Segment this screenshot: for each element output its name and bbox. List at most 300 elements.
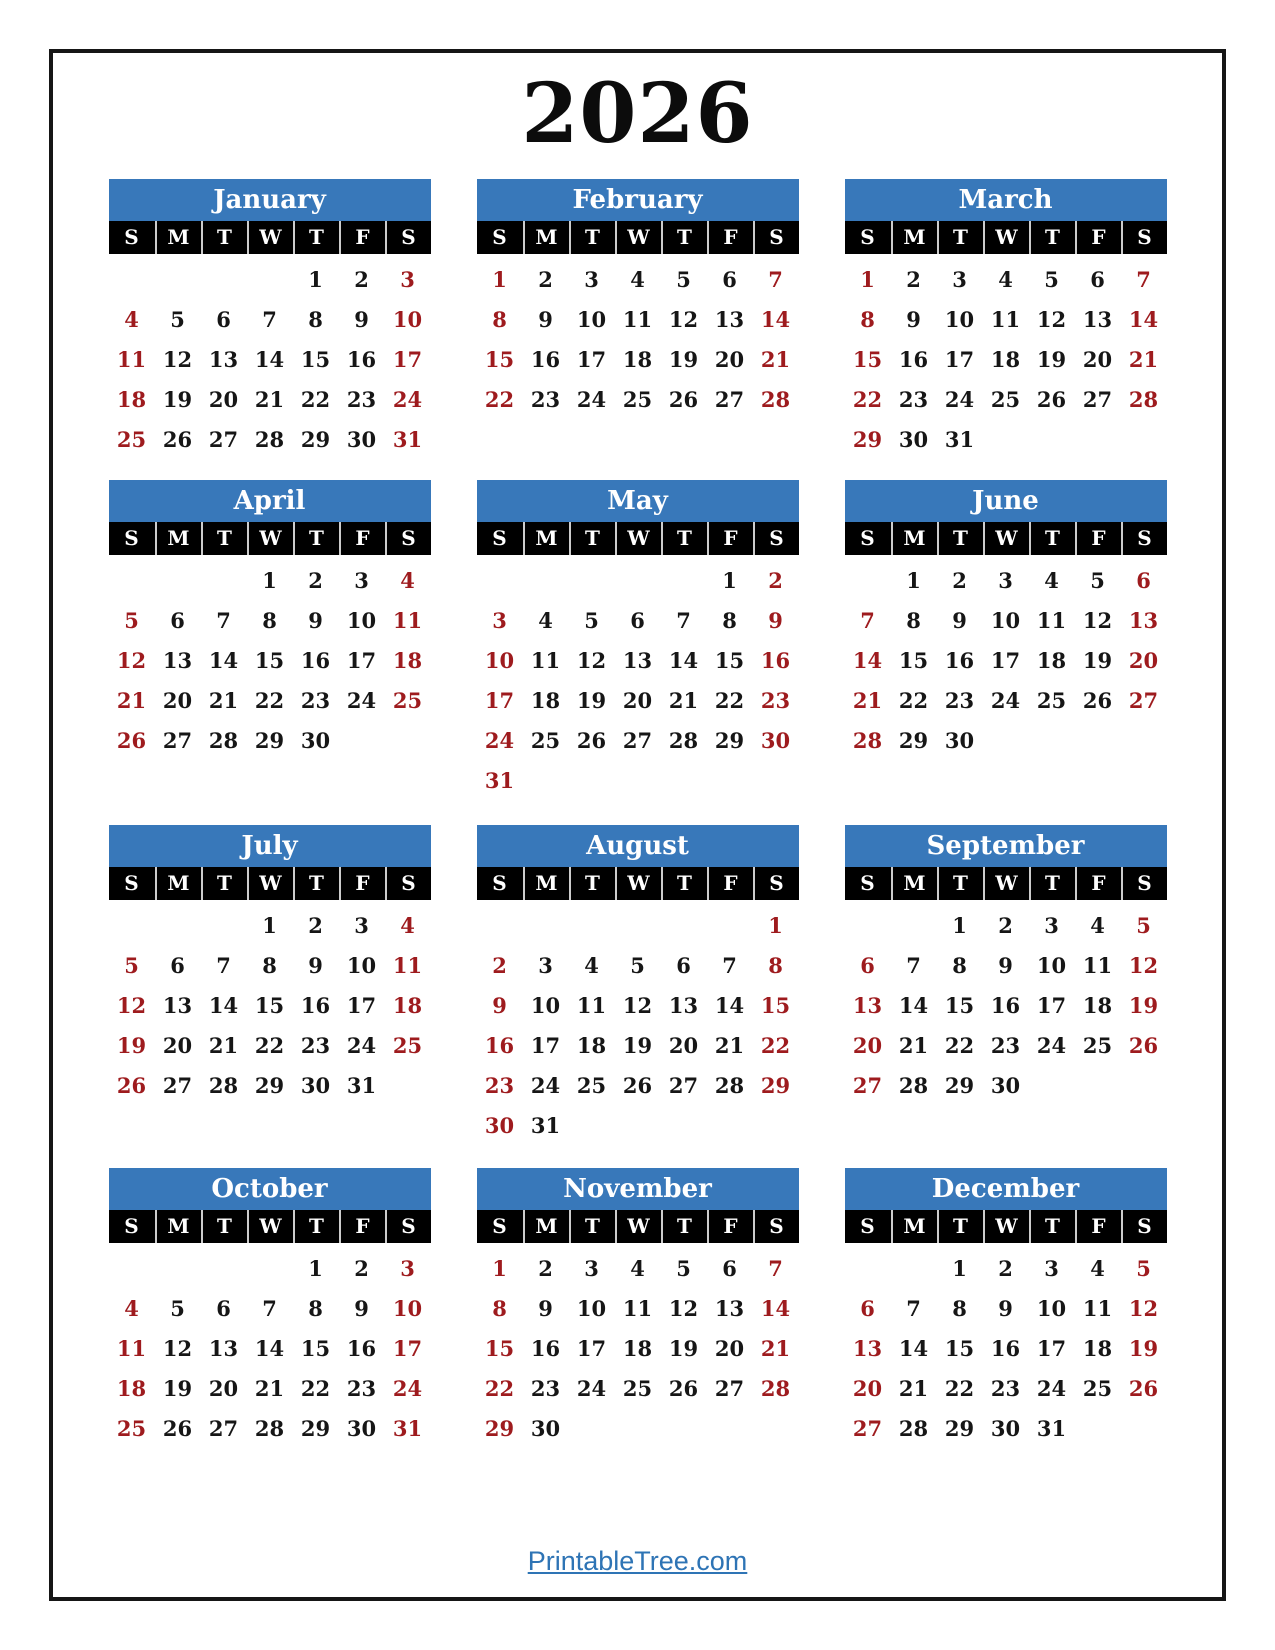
day-of-week-row: [477, 221, 799, 254]
day-cell: 21: [852, 687, 883, 713]
day-cell: 11: [990, 306, 1021, 332]
week-row: [477, 379, 799, 419]
day-cell: 30: [530, 1415, 561, 1441]
day-cell: 8: [952, 1295, 967, 1321]
day-cell: 1: [860, 266, 875, 292]
weeks: [477, 1243, 799, 1448]
dow-cell: F: [707, 221, 753, 254]
day-cell: 9: [998, 952, 1013, 978]
dow-cell: T: [1029, 867, 1075, 900]
day-cell: 21: [760, 1335, 791, 1361]
week-row: [845, 680, 1167, 720]
dow-cell: M: [155, 522, 201, 555]
day-cell: 28: [254, 426, 285, 452]
week-row: [477, 945, 799, 985]
week-row: [845, 600, 1167, 640]
day-cell: 5: [1044, 266, 1059, 292]
week-row: [109, 640, 431, 680]
day-cell: 1: [308, 266, 323, 292]
day-cell: 9: [952, 607, 967, 633]
day-cell: 26: [116, 1072, 147, 1098]
day-cell: 14: [714, 992, 745, 1018]
day-cell: 23: [990, 1375, 1021, 1401]
month-title: October: [109, 1168, 431, 1210]
day-cell: 31: [346, 1072, 377, 1098]
dow-cell: T: [569, 221, 615, 254]
day-cell: 3: [952, 266, 967, 292]
day-cell: 11: [1082, 1295, 1113, 1321]
day-cell: 22: [254, 1032, 285, 1058]
dow-cell: S: [109, 1210, 155, 1243]
day-cell: 16: [990, 992, 1021, 1018]
day-cell: 13: [1082, 306, 1113, 332]
week-row: [477, 259, 799, 299]
day-cell: 15: [484, 346, 515, 372]
day-cell: 6: [722, 1255, 737, 1281]
day-cell: 6: [216, 306, 231, 332]
day-cell: 22: [300, 386, 331, 412]
day-cell: 19: [622, 1032, 653, 1058]
day-cell: 30: [760, 727, 791, 753]
day-cell: 26: [116, 727, 147, 753]
day-cell: 14: [760, 306, 791, 332]
month-title: January: [109, 179, 431, 221]
week-row: [109, 985, 431, 1025]
day-cell: 14: [760, 1295, 791, 1321]
day-cell: 2: [354, 266, 369, 292]
day-cell: 26: [162, 1415, 193, 1441]
dow-cell: T: [201, 221, 247, 254]
day-cell: 17: [392, 1335, 423, 1361]
day-cell: 3: [354, 912, 369, 938]
day-cell: 28: [208, 727, 239, 753]
footer-link[interactable]: PrintableTree.com: [527, 1546, 748, 1576]
day-cell: 20: [852, 1375, 883, 1401]
day-cell: 16: [990, 1335, 1021, 1361]
day-cell: 1: [906, 567, 921, 593]
dow-cell: W: [983, 522, 1029, 555]
week-row: [109, 1288, 431, 1328]
dow-cell: W: [247, 867, 293, 900]
dow-cell: T: [937, 522, 983, 555]
weeks: [109, 1243, 431, 1448]
day-of-week-row: [845, 522, 1167, 555]
week-row: [477, 1025, 799, 1065]
day-cell: 10: [392, 1295, 423, 1321]
month-october: [109, 1168, 431, 1448]
day-of-week-row: [845, 867, 1167, 900]
day-cell: 13: [162, 992, 193, 1018]
day-cell: 16: [300, 992, 331, 1018]
dow-cell: S: [845, 221, 891, 254]
week-row: [109, 1368, 431, 1408]
day-cell: 26: [1082, 687, 1113, 713]
day-cell: 6: [216, 1295, 231, 1321]
day-cell: 6: [860, 1295, 875, 1321]
day-cell: 22: [484, 386, 515, 412]
day-cell: 27: [208, 1415, 239, 1441]
footer: [53, 1546, 1222, 1577]
day-cell: 13: [622, 647, 653, 673]
day-cell: 29: [944, 1072, 975, 1098]
week-row: [109, 1328, 431, 1368]
dow-cell: S: [1121, 221, 1167, 254]
day-cell: 30: [300, 1072, 331, 1098]
dow-cell: S: [477, 867, 523, 900]
day-cell: 19: [1128, 992, 1159, 1018]
dow-cell: F: [1075, 1210, 1121, 1243]
day-cell: 24: [990, 687, 1021, 713]
day-cell: 23: [346, 1375, 377, 1401]
week-row: [109, 419, 431, 459]
day-cell: 18: [622, 1335, 653, 1361]
day-cell: 2: [906, 266, 921, 292]
week-row: [477, 1065, 799, 1105]
dow-cell: W: [615, 867, 661, 900]
week-row: [845, 560, 1167, 600]
day-cell: 6: [170, 952, 185, 978]
day-cell: 13: [208, 346, 239, 372]
day-cell: 24: [944, 386, 975, 412]
day-cell: 25: [1036, 687, 1067, 713]
weeks: [477, 555, 799, 800]
day-cell: 9: [538, 306, 553, 332]
dow-cell: F: [339, 522, 385, 555]
week-row: [477, 1288, 799, 1328]
day-cell: 7: [676, 607, 691, 633]
day-of-week-row: [477, 522, 799, 555]
day-cell: 20: [162, 1032, 193, 1058]
day-cell: 19: [162, 1375, 193, 1401]
day-of-week-row: [477, 1210, 799, 1243]
dow-cell: T: [293, 867, 339, 900]
day-cell: 6: [1090, 266, 1105, 292]
day-cell: 30: [990, 1072, 1021, 1098]
day-cell: 13: [1128, 607, 1159, 633]
dow-cell: T: [201, 867, 247, 900]
day-cell: 25: [622, 1375, 653, 1401]
day-cell: 30: [898, 426, 929, 452]
week-row: [109, 905, 431, 945]
day-cell: 24: [392, 1375, 423, 1401]
month-title: August: [477, 825, 799, 867]
dow-cell: S: [385, 1210, 431, 1243]
day-cell: 4: [1090, 912, 1105, 938]
day-cell: 21: [1128, 346, 1159, 372]
day-cell: 10: [392, 306, 423, 332]
day-cell: 17: [990, 647, 1021, 673]
day-cell: 10: [484, 647, 515, 673]
day-cell: 1: [952, 912, 967, 938]
day-cell: 8: [906, 607, 921, 633]
day-cell: 6: [1136, 567, 1151, 593]
day-cell: 20: [852, 1032, 883, 1058]
week-row: [477, 299, 799, 339]
dow-cell: F: [707, 867, 753, 900]
week-row: [109, 299, 431, 339]
day-cell: 19: [116, 1032, 147, 1058]
day-of-week-row: [109, 522, 431, 555]
dow-cell: W: [247, 221, 293, 254]
day-cell: 14: [208, 992, 239, 1018]
day-cell: 23: [484, 1072, 515, 1098]
dow-cell: T: [201, 1210, 247, 1243]
day-cell: 24: [576, 1375, 607, 1401]
week-row: [109, 600, 431, 640]
day-cell: 5: [170, 306, 185, 332]
day-cell: 7: [262, 1295, 277, 1321]
dow-cell: S: [1121, 1210, 1167, 1243]
day-cell: 9: [492, 992, 507, 1018]
day-of-week-row: [477, 867, 799, 900]
day-cell: 11: [392, 607, 423, 633]
day-cell: 4: [400, 912, 415, 938]
day-cell: 25: [392, 687, 423, 713]
day-cell: 1: [262, 567, 277, 593]
week-row: [477, 1328, 799, 1368]
day-cell: 17: [944, 346, 975, 372]
week-row: [109, 680, 431, 720]
day-cell: 7: [768, 266, 783, 292]
day-cell: 8: [262, 952, 277, 978]
dow-cell: S: [1121, 867, 1167, 900]
day-cell: 15: [714, 647, 745, 673]
week-row: [845, 339, 1167, 379]
day-cell: 15: [300, 1335, 331, 1361]
day-cell: 3: [584, 1255, 599, 1281]
day-cell: 16: [530, 346, 561, 372]
day-of-week-row: [109, 867, 431, 900]
day-cell: 7: [768, 1255, 783, 1281]
day-cell: 21: [254, 1375, 285, 1401]
day-cell: 18: [622, 346, 653, 372]
dow-cell: W: [983, 867, 1029, 900]
day-cell: 1: [952, 1255, 967, 1281]
day-cell: 27: [852, 1415, 883, 1441]
day-cell: 24: [346, 1032, 377, 1058]
dow-cell: M: [155, 867, 201, 900]
day-cell: 24: [530, 1072, 561, 1098]
dow-cell: S: [753, 867, 799, 900]
day-of-week-row: [845, 1210, 1167, 1243]
week-row: [845, 1288, 1167, 1328]
day-cell: 23: [990, 1032, 1021, 1058]
dow-cell: F: [707, 522, 753, 555]
day-cell: 25: [622, 386, 653, 412]
day-cell: 4: [1090, 1255, 1105, 1281]
day-cell: 19: [1128, 1335, 1159, 1361]
day-cell: 24: [1036, 1375, 1067, 1401]
weeks: [845, 1243, 1167, 1448]
dow-cell: F: [707, 1210, 753, 1243]
day-cell: 24: [392, 386, 423, 412]
day-cell: 28: [898, 1415, 929, 1441]
day-cell: 16: [346, 346, 377, 372]
week-row: [845, 1065, 1167, 1105]
week-row: [477, 1408, 799, 1448]
day-cell: 12: [1036, 306, 1067, 332]
dow-cell: T: [937, 221, 983, 254]
day-cell: 13: [714, 1295, 745, 1321]
day-cell: 4: [124, 1295, 139, 1321]
weeks: [477, 254, 799, 419]
day-cell: 9: [308, 952, 323, 978]
month-title: March: [845, 179, 1167, 221]
weeks: [477, 900, 799, 1145]
day-cell: 26: [622, 1072, 653, 1098]
month-title: June: [845, 480, 1167, 522]
day-cell: 12: [162, 1335, 193, 1361]
day-cell: 15: [254, 992, 285, 1018]
dow-cell: M: [523, 1210, 569, 1243]
day-cell: 2: [354, 1255, 369, 1281]
day-cell: 20: [714, 346, 745, 372]
day-cell: 21: [208, 687, 239, 713]
day-cell: 12: [622, 992, 653, 1018]
day-cell: 13: [208, 1335, 239, 1361]
dow-cell: F: [1075, 867, 1121, 900]
week-row: [477, 560, 799, 600]
day-cell: 29: [300, 1415, 331, 1441]
day-cell: 28: [668, 727, 699, 753]
day-cell: 3: [354, 567, 369, 593]
dow-cell: M: [891, 221, 937, 254]
week-row: [109, 720, 431, 760]
day-cell: 16: [944, 647, 975, 673]
day-cell: 3: [492, 607, 507, 633]
day-cell: 5: [630, 952, 645, 978]
month-july: [109, 825, 431, 1105]
day-cell: 3: [400, 1255, 415, 1281]
day-cell: 5: [170, 1295, 185, 1321]
day-cell: 21: [714, 1032, 745, 1058]
day-cell: 14: [254, 346, 285, 372]
dow-cell: S: [1121, 522, 1167, 555]
day-cell: 22: [852, 386, 883, 412]
day-cell: 17: [530, 1032, 561, 1058]
day-cell: 10: [1036, 1295, 1067, 1321]
day-cell: 17: [392, 346, 423, 372]
week-row: [109, 945, 431, 985]
day-cell: 26: [668, 1375, 699, 1401]
day-cell: 15: [852, 346, 883, 372]
month-title: September: [845, 825, 1167, 867]
day-cell: 9: [354, 306, 369, 332]
dow-cell: T: [293, 522, 339, 555]
day-cell: 22: [254, 687, 285, 713]
day-cell: 24: [576, 386, 607, 412]
day-cell: 25: [116, 1415, 147, 1441]
dow-cell: M: [523, 867, 569, 900]
day-cell: 8: [262, 607, 277, 633]
day-cell: 10: [990, 607, 1021, 633]
day-cell: 25: [530, 727, 561, 753]
day-cell: 11: [1036, 607, 1067, 633]
day-cell: 26: [1128, 1032, 1159, 1058]
day-cell: 5: [584, 607, 599, 633]
day-cell: 8: [722, 607, 737, 633]
day-cell: 10: [346, 952, 377, 978]
day-cell: 17: [1036, 1335, 1067, 1361]
week-row: [845, 945, 1167, 985]
day-cell: 3: [400, 266, 415, 292]
day-cell: 27: [622, 727, 653, 753]
day-cell: 21: [760, 346, 791, 372]
day-cell: 29: [714, 727, 745, 753]
day-cell: 10: [576, 306, 607, 332]
day-cell: 7: [860, 607, 875, 633]
day-cell: 10: [346, 607, 377, 633]
month-march: [845, 179, 1167, 459]
day-cell: 5: [124, 607, 139, 633]
day-cell: 18: [1082, 992, 1113, 1018]
day-cell: 20: [1128, 647, 1159, 673]
week-row: [845, 905, 1167, 945]
day-cell: 2: [538, 266, 553, 292]
day-cell: 9: [998, 1295, 1013, 1321]
dow-cell: W: [615, 522, 661, 555]
day-cell: 21: [898, 1032, 929, 1058]
day-cell: 12: [668, 306, 699, 332]
weeks: [109, 254, 431, 459]
day-cell: 11: [1082, 952, 1113, 978]
day-cell: 26: [1036, 386, 1067, 412]
day-cell: 11: [392, 952, 423, 978]
day-cell: 13: [852, 992, 883, 1018]
day-cell: 7: [906, 1295, 921, 1321]
week-row: [477, 985, 799, 1025]
day-cell: 9: [354, 1295, 369, 1321]
dow-cell: M: [155, 221, 201, 254]
dow-cell: T: [661, 867, 707, 900]
dow-cell: T: [201, 522, 247, 555]
dow-cell: S: [385, 221, 431, 254]
day-cell: 13: [668, 992, 699, 1018]
week-row: [845, 640, 1167, 680]
dow-cell: W: [247, 1210, 293, 1243]
day-cell: 18: [392, 992, 423, 1018]
dow-cell: M: [523, 522, 569, 555]
day-cell: 5: [676, 1255, 691, 1281]
dow-cell: F: [1075, 522, 1121, 555]
week-row: [109, 1065, 431, 1105]
week-row: [477, 680, 799, 720]
month-title: November: [477, 1168, 799, 1210]
day-cell: 25: [116, 426, 147, 452]
day-cell: 15: [300, 346, 331, 372]
month-june: [845, 480, 1167, 760]
weeks: [109, 555, 431, 760]
page-border-frame: [49, 49, 1226, 1601]
day-cell: 27: [714, 386, 745, 412]
day-cell: 14: [852, 647, 883, 673]
day-cell: 1: [722, 567, 737, 593]
day-cell: 18: [116, 1375, 147, 1401]
month-february: [477, 179, 799, 419]
day-cell: 1: [262, 912, 277, 938]
week-row: [477, 760, 799, 800]
day-cell: 2: [308, 912, 323, 938]
day-cell: 27: [162, 1072, 193, 1098]
day-cell: 8: [308, 306, 323, 332]
day-cell: 14: [1128, 306, 1159, 332]
day-cell: 1: [768, 912, 783, 938]
day-cell: 28: [898, 1072, 929, 1098]
day-cell: 31: [392, 1415, 423, 1441]
week-row: [477, 339, 799, 379]
day-cell: 12: [576, 647, 607, 673]
day-cell: 5: [676, 266, 691, 292]
